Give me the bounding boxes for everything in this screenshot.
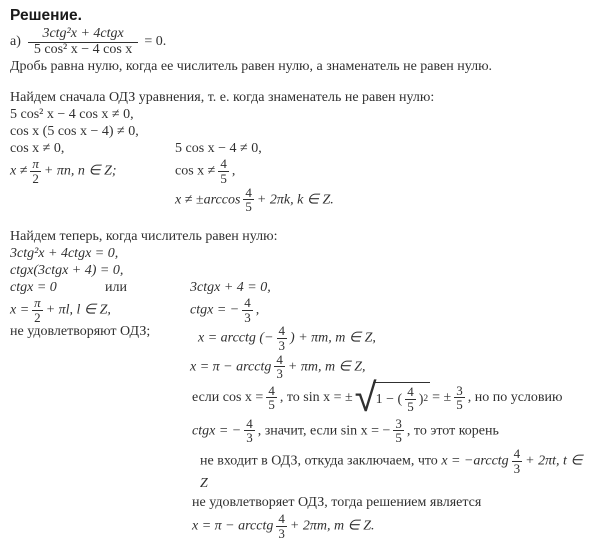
case-left: ctgx = 0	[10, 279, 57, 295]
math-segment: ,	[255, 302, 260, 318]
fraction-numerator: π	[32, 156, 39, 172]
text-segment: если cos x =	[192, 390, 264, 405]
final-answer-line	[192, 512, 590, 540]
fraction-numerator: 4	[268, 382, 275, 398]
case-right: 3ctgx + 4 = 0,	[190, 279, 271, 295]
math-segment: ctgx = −	[192, 423, 242, 439]
fraction-numerator: 4	[278, 511, 285, 527]
math-segment: + 2πm, m ∈ Z.	[289, 518, 375, 534]
radical-sign-icon: √	[354, 374, 377, 421]
fraction	[218, 157, 229, 185]
fraction-denominator: 5	[395, 430, 402, 446]
odz-right-eq-1: 5 cos x − 4 ≠ 0,	[175, 141, 262, 157]
analysis-ctg-line	[192, 417, 590, 445]
fraction-numerator: 4	[513, 446, 521, 462]
math-segment: x = π − arcctg	[192, 518, 274, 534]
math-segment: + πl, l ∈ Z,	[45, 302, 111, 318]
fraction-numerator: 4	[244, 294, 251, 310]
fraction	[274, 353, 285, 381]
fraction-denominator: 3	[244, 309, 251, 325]
fraction	[405, 385, 416, 413]
fraction	[244, 417, 255, 445]
math-segment: + πn, n ∈ Z;	[43, 163, 117, 179]
case-or-label: или	[105, 279, 127, 295]
numerator-eq-2: ctgx(3ctgx + 4) = 0,	[10, 262, 124, 278]
odz-case-row-2	[10, 157, 590, 185]
fraction-denominator: 3	[278, 525, 285, 541]
fraction	[30, 157, 41, 185]
math-segment: x = π − arcctg	[190, 358, 272, 374]
text-segment: не входит в ОДЗ, откуда заключаем, что	[200, 453, 438, 469]
math-segment: 1 − (	[375, 391, 403, 407]
fraction-numerator: 4	[278, 323, 286, 339]
fraction	[277, 324, 288, 352]
fraction-numerator: 4	[407, 384, 414, 400]
fraction-numerator: 3	[395, 415, 402, 431]
odz-eq-2: cos x (5 cos x − 4) ≠ 0,	[10, 124, 139, 140]
math-segment: x = arcctg (−	[198, 330, 274, 346]
fraction-denominator: 5	[407, 398, 414, 414]
solution-row-2	[10, 353, 590, 381]
math-segment: cos x ≠	[175, 163, 216, 179]
math-segment: + πm, m ∈ Z,	[287, 358, 366, 374]
fraction-denominator: 2	[30, 171, 41, 186]
math-segment: + 2πt, t ∈ Z	[200, 453, 583, 492]
radicand: 1 − ( $\frac{4}{5}$ ) 2	[373, 382, 430, 413]
section-gap	[10, 75, 590, 89]
fraction	[242, 296, 253, 324]
verdict-row	[10, 324, 590, 352]
solution-row	[10, 296, 590, 324]
equation-rhs: = 0.	[144, 34, 167, 50]
fraction-numerator: 4	[220, 156, 227, 172]
fraction	[512, 447, 523, 475]
equation-row	[10, 27, 590, 57]
math-segment: ctgx = −	[190, 302, 240, 318]
odz-case-row-3	[10, 186, 590, 214]
fraction-numerator: 3	[456, 382, 463, 398]
odz-right-eq-2	[175, 157, 590, 185]
text-segment: , значит, если sin x = −	[257, 423, 391, 439]
math-segment: = ±	[432, 390, 452, 405]
fraction-denominator: 2	[32, 310, 43, 325]
right-eq	[190, 296, 590, 324]
fraction-denominator: 5	[220, 171, 227, 187]
fraction-denominator: 5 cos² x − 4 cos x	[28, 42, 138, 58]
fraction-numerator: 4	[276, 351, 283, 367]
odz-left-eq-2	[10, 157, 175, 185]
right-solution-1	[190, 324, 590, 352]
fraction	[276, 512, 287, 540]
fraction	[32, 296, 43, 324]
text-segment: , но по условию	[467, 390, 563, 405]
analysis-block	[192, 374, 590, 541]
math-segment: x ≠	[10, 163, 28, 179]
analysis-exclude-line	[192, 447, 590, 492]
fraction-denominator: 3	[513, 460, 521, 476]
square-root	[354, 374, 430, 421]
section-gap	[10, 214, 590, 228]
numerator-eq-1: 3ctg²x + 4ctgx = 0,	[10, 245, 119, 261]
fraction-rule-text: Дробь равна нулю, когда ее числитель равен нулю, а знаменатель не равен нулю.	[10, 59, 493, 75]
fraction-denominator: 3	[278, 337, 286, 353]
odz-right-eq-3	[175, 186, 590, 214]
solution-title: Решение.	[10, 7, 82, 24]
odz-left-eq-1: cos x ≠ 0,	[10, 141, 65, 157]
math-segment: ,	[231, 163, 236, 179]
fraction-numerator: 3ctg²x + 4ctgx	[42, 26, 124, 41]
fraction	[266, 384, 277, 412]
fraction	[393, 417, 404, 445]
fraction	[243, 186, 254, 214]
text-segment: , то этот корень	[406, 423, 499, 439]
item-label: а)	[10, 34, 21, 50]
math-segment: x = −arcctg	[441, 453, 509, 469]
fraction-denominator: 3	[276, 366, 283, 382]
left-verdict: не удовлетворяют ОДЗ;	[10, 324, 151, 340]
fraction-numerator: 4	[245, 184, 252, 200]
math-segment: x =	[10, 302, 30, 318]
main-fraction	[28, 27, 138, 57]
fraction-denominator: 5	[268, 397, 275, 413]
analysis-verdict-line: не удовлетворяет ОДЗ, тогда решением является	[192, 495, 482, 511]
math-segment: + 2πk, k ∈ Z.	[256, 192, 334, 208]
fraction-numerator: π	[34, 294, 41, 310]
fraction-denominator: 5	[245, 199, 252, 215]
left-solution	[10, 296, 190, 324]
fraction-denominator: 5	[456, 397, 463, 413]
text-segment: , то sin x = ±	[279, 390, 353, 405]
odz-eq-1: 5 cos² x − 4 cos x ≠ 0,	[10, 107, 134, 123]
math-segment: ) + πm, m ∈ Z,	[290, 330, 376, 346]
math-segment: x ≠ ±arccos	[175, 192, 241, 208]
fraction	[454, 384, 465, 412]
fraction-denominator: 3	[246, 430, 253, 446]
case-split-row	[10, 279, 590, 296]
analysis-sin-line	[192, 374, 590, 421]
odz-case-row-1	[10, 140, 590, 157]
fraction-numerator: 4	[246, 415, 253, 431]
odz-heading: Найдем сначала ОДЗ уравнения, т. е. когда знаменатель не равен нулю:	[10, 90, 435, 106]
numerator-heading: Найдем теперь, когда числитель равен нулю:	[10, 228, 278, 244]
math-segment: )	[418, 391, 424, 407]
right-solution-2	[190, 353, 590, 381]
